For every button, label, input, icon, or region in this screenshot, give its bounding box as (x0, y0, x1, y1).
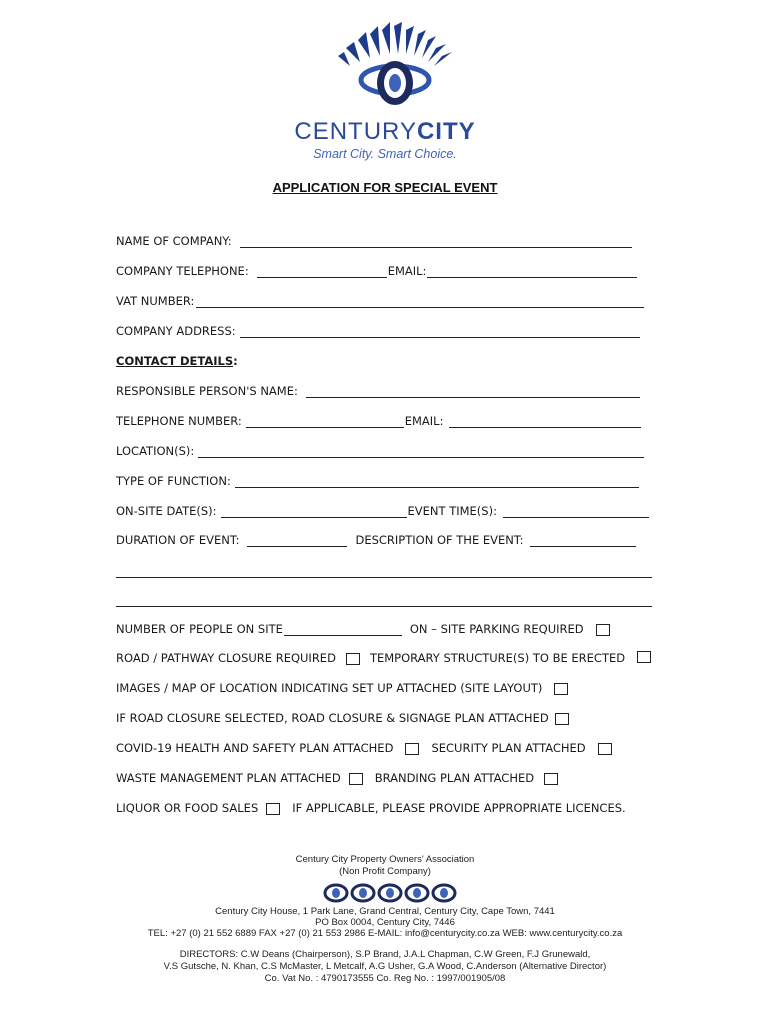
company-address-row (116, 322, 641, 338)
company-address-field[interactable] (240, 326, 640, 338)
parking-checkbox[interactable] (596, 624, 610, 636)
locations-field[interactable] (198, 446, 644, 458)
images-map-checkbox[interactable] (554, 683, 568, 695)
event-time-field[interactable] (503, 506, 649, 518)
company-email-label: EMAIL: (387, 264, 427, 278)
footer-address-2: PO Box 0004, Century City, 7446 (315, 917, 455, 928)
contact-email-label: EMAIL: (404, 414, 444, 428)
event-time-label: EVENT TIME(S): (407, 504, 497, 518)
form-title: APPLICATION FOR SPECIAL EVENT (272, 180, 498, 195)
temporary-structure-checkbox[interactable] (637, 651, 651, 663)
telephone-number-label: TELEPHONE NUMBER: (116, 414, 242, 428)
responsible-person-row (116, 382, 641, 398)
onsite-dates-label: ON-SITE DATE(S): (116, 504, 217, 518)
brand-block (0, 118, 770, 161)
locations-label: LOCATION(S): (116, 444, 195, 458)
footer-contact: TEL: +27 (0) 21 552 6889 FAX +27 (0) 21 553 2986 E-MAIL: info@centurycity.co.za WEB: www.centurycity.co.za (147, 928, 623, 939)
footer-directors-2: V.S Gutsche, N. Khan, C.S McMaster, L Metcalf, A.G Usher, G.A Wood, C.Anderson (Alternative Director) (163, 961, 607, 972)
century-city-crown-eye-logo (330, 22, 460, 114)
telephone-number-field[interactable] (246, 416, 404, 428)
association-emblem-logo (322, 882, 458, 904)
waste-plan-checkbox[interactable] (349, 773, 363, 785)
duration-field[interactable] (247, 535, 347, 547)
vat-number-row (116, 292, 645, 308)
images-map-row (116, 679, 568, 695)
liquor-food-checkbox[interactable] (266, 803, 280, 815)
description-continuation-field[interactable] (116, 595, 652, 607)
temporary-structure-label: TEMPORARY STRUCTURE(S) TO BE ERECTED (369, 651, 626, 665)
brand-tagline: Smart City. Smart Choice. (313, 147, 457, 161)
road-closure-label: ROAD / PATHWAY CLOSURE REQUIRED (116, 651, 336, 665)
contact-email-field[interactable] (449, 416, 641, 428)
liquor-food-label: LIQUOR OR FOOD SALES (116, 801, 259, 815)
covid-plan-checkbox[interactable] (405, 743, 419, 755)
covid-plan-label: COVID-19 HEALTH AND SAFETY PLAN ATTACHED (116, 741, 394, 755)
responsible-person-label: RESPONSIBLE PERSON'S NAME: (116, 384, 298, 398)
branding-plan-checkbox[interactable] (544, 773, 558, 785)
footer-directors-1: DIRECTORS: C.W Deans (Chairperson), S.P Brand, J.A.L Chapman, C.W Green, F.J Grunewald, (179, 949, 591, 960)
road-plan-row (116, 709, 569, 725)
company-telephone-row (116, 262, 638, 278)
company-email-field[interactable] (427, 266, 637, 278)
road-closure-plan-checkbox[interactable] (555, 713, 569, 725)
company-telephone-field[interactable] (257, 266, 387, 278)
function-type-label: TYPE OF FUNCTION: (116, 474, 231, 488)
responsible-person-field[interactable] (306, 386, 640, 398)
footer-registration: Co. Vat No. : 4790173555 Co. Reg No. : 1997/001905/08 (264, 973, 506, 984)
vat-number-field[interactable] (196, 296, 644, 308)
brand-name: CENTURYCITY (294, 118, 476, 145)
footer-org: Century City Property Owners' Association (295, 854, 475, 865)
description-line-2 (116, 591, 653, 607)
road-temp-row (116, 649, 651, 665)
contact-details-heading: CONTACT DETAILS : (116, 354, 238, 368)
description-continuation-field[interactable] (116, 566, 652, 578)
onsite-dates-field[interactable] (221, 506, 407, 518)
waste-branding-row (116, 769, 558, 785)
security-plan-label: SECURITY PLAN ATTACHED (431, 741, 586, 755)
description-label: DESCRIPTION OF THE EVENT: (355, 533, 524, 547)
vat-number-label: VAT NUMBER: (116, 294, 195, 308)
company-address-label: COMPANY ADDRESS: (116, 324, 236, 338)
function-type-field[interactable] (235, 476, 639, 488)
duration-label: DURATION OF EVENT: (116, 533, 240, 547)
description-line-1 (116, 562, 653, 578)
waste-plan-label: WASTE MANAGEMENT PLAN ATTACHED (116, 771, 341, 785)
onsite-dates-row (116, 502, 650, 518)
footer-address-1: Century City House, 1 Park Lane, Grand Central, Century City, Cape Town, 7441 (215, 906, 555, 917)
liquor-food-row (116, 799, 626, 815)
company-name-field[interactable] (240, 236, 632, 248)
people-on-site-field[interactable] (284, 624, 402, 636)
locations-row (116, 442, 645, 458)
licences-note: IF APPLICABLE, PLEASE PROVIDE APPROPRIATE LICENCES. (292, 801, 626, 815)
company-telephone-label: COMPANY TELEPHONE: (116, 264, 249, 278)
description-field[interactable] (530, 535, 636, 547)
telephone-number-row (116, 412, 642, 428)
company-name-label: NAME OF COMPANY: (116, 234, 232, 248)
road-closure-plan-label: IF ROAD CLOSURE SELECTED, ROAD CLOSURE & SIGNAGE PLAN ATTACHED (116, 711, 549, 725)
images-map-label: IMAGES / MAP OF LOCATION INDICATING SET UP ATTACHED (SITE LAYOUT) (116, 681, 543, 695)
function-type-row (116, 472, 640, 488)
company-name-row (116, 232, 633, 248)
footer-org-type: (Non Profit Company) (339, 866, 431, 877)
security-plan-checkbox[interactable] (598, 743, 612, 755)
duration-description-row (116, 531, 637, 547)
road-closure-checkbox[interactable] (346, 653, 360, 665)
people-on-site-label: NUMBER OF PEOPLE ON SITE (116, 622, 283, 636)
branding-plan-label: BRANDING PLAN ATTACHED (374, 771, 535, 785)
people-parking-row (116, 620, 610, 636)
parking-label: ON – SITE PARKING REQUIRED (409, 622, 584, 636)
covid-security-row (116, 739, 612, 755)
